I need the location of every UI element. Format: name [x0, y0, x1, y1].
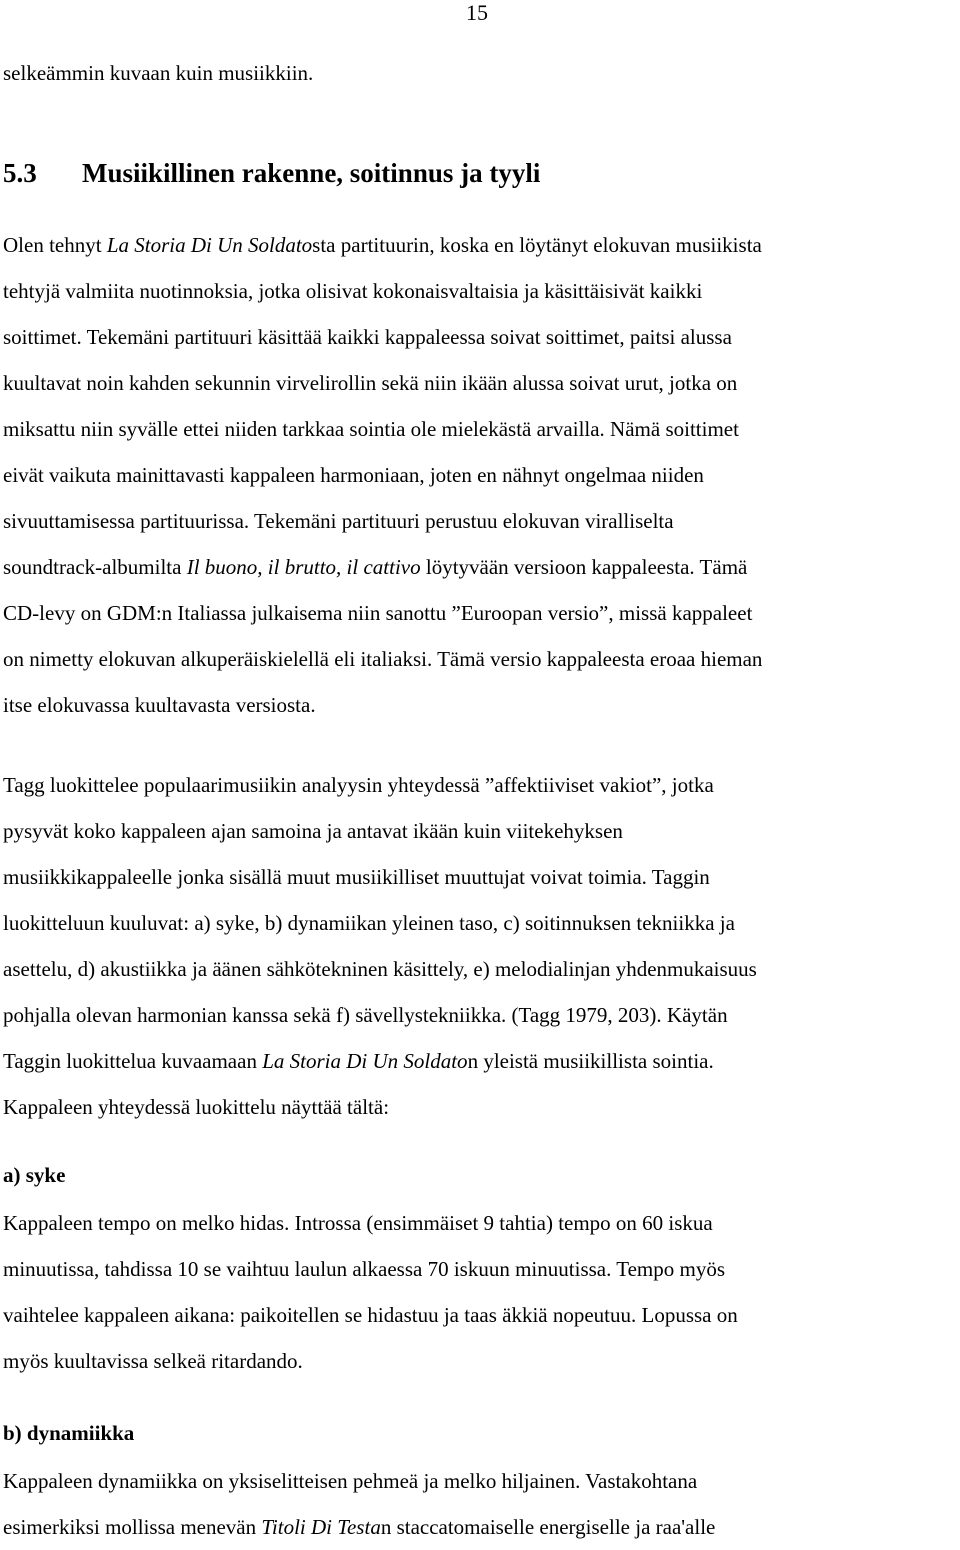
work-title: La Storia Di Un Soldato [262, 1049, 468, 1073]
text-line: asettelu, d) akustiikka ja äänen sähkötekninen käsittely, e) melodialinjan yhdenmukaisuus [3, 957, 757, 981]
paragraph-dynamiikka [3, 1458, 960, 1550]
text-line: selkeämmin kuvaan kuin musiikkiin. [3, 61, 314, 85]
text-line: Kappaleen dynamiikka on yksiselitteisen pehmeä ja melko hiljainen. Vastakohtana [3, 1469, 698, 1493]
text-line: itse elokuvassa kuultavasta versiosta. [3, 693, 316, 717]
text-line: pysyvät koko kappaleen ajan samoina ja antavat ikään kuin viitekehyksen [3, 819, 623, 843]
text-line: miksattu niin syvälle ettei niiden tarkkaa sointia ole mielekästä arvailla. Nämä soittimet [3, 417, 739, 441]
text-line: minuutissa, tahdissa 10 se vaihtuu laulun alkaessa 70 iskuun minuutissa. Tempo myös [3, 1257, 725, 1281]
work-title: La Storia Di Un Soldato [106, 233, 313, 257]
paragraph-2 [3, 762, 960, 1130]
subheading-syke: a) syke [3, 1163, 66, 1187]
text-line: Tagg luokittelee populaarimusiikin analyysin yhteydessä ”affektiiviset vakiot”, jotka [3, 773, 714, 797]
text-line: myös kuultavissa selkeä ritardando. [3, 1349, 303, 1373]
text-line: Olen tehnyt La Storia Di Un Soldatosta partituurin, koska en löytänyt elokuvan musiikista [3, 233, 762, 257]
work-title: Titoli Di Testa [261, 1515, 381, 1539]
text-line: tehtyjä valmiita nuotinnoksia, jotka olisivat kokonaisvaltaisia ja käsittäisivät kaikki [3, 279, 703, 303]
text-line: vaihtelee kappaleen aikana: paikoitellen se hidastuu ja taas äkkiä nopeutuu. Lopussa on [3, 1303, 738, 1327]
text-line: luokitteluun kuuluvat: a) syke, b) dynamiikan yleinen taso, c) soitinnuksen tekniikka ja [3, 911, 735, 935]
text-line: soittimet. Tekemäni partituuri käsittää kaikki kappaleessa soivat soittimet, paitsi alussa [3, 325, 732, 349]
section-title: Musiikillinen rakenne, soitinnus ja tyyli [82, 158, 541, 188]
text-line: musiikkikappaleelle jonka sisällä muut musiikilliset muuttujat voivat toimia. Taggin [3, 865, 710, 889]
text-line: Kappaleen yhteydessä luokittelu näyttää tältä: [3, 1095, 390, 1119]
text-line: Taggin luokittelua kuvaamaan La Storia Di Un Soldaton yleistä musiikillista sointia. [3, 1049, 714, 1073]
text-line: Kappaleen tempo on melko hidas. Introssa (ensimmäiset 9 tahtia) tempo on 60 iskua [3, 1211, 713, 1235]
subheading-dynamiikka: b) dynamiikka [3, 1421, 135, 1445]
page-number: 15 [466, 0, 488, 25]
text-line: on nimetty elokuvan alkuperäiskielellä eli italiaksi. Tämä versio kappaleesta eroaa hieman [3, 647, 763, 671]
intro-line [3, 50, 960, 96]
paragraph-syke [3, 1200, 960, 1384]
paragraph-1 [3, 222, 960, 728]
text-line: kuultavat noin kahden sekunnin virvelirollin sekä niin ikään alussa soivat urut, jotka on [3, 371, 738, 395]
text-line: esimerkiksi mollissa menevän Titoli Di Testan staccatomaiselle energiselle ja raa'alle [3, 1515, 716, 1539]
section-number: 5.3 [3, 158, 37, 188]
text-line: sivuuttamisessa partituurissa. Tekemäni partituuri perustuu elokuvan viralliselta [3, 509, 674, 533]
album-title: Il buono, il brutto, il cattivo [186, 555, 421, 579]
text-line: eivät vaikuta mainittavasti kappaleen harmoniaan, joten en nähnyt ongelmaa niiden [3, 463, 704, 487]
section-heading [3, 151, 540, 195]
text-line: CD-levy on GDM:n Italiassa julkaisema niin sanottu ”Euroopan versio”, missä kappaleet [3, 601, 753, 625]
text-line: pohjalla olevan harmonian kanssa sekä f) sävellystekniikka. (Tagg 1979, 203). Käytän [3, 1003, 728, 1027]
text-line: soundtrack-albumilta Il buono, il brutto, il cattivo löytyvään versioon kappaleesta. Tämä [3, 555, 748, 579]
